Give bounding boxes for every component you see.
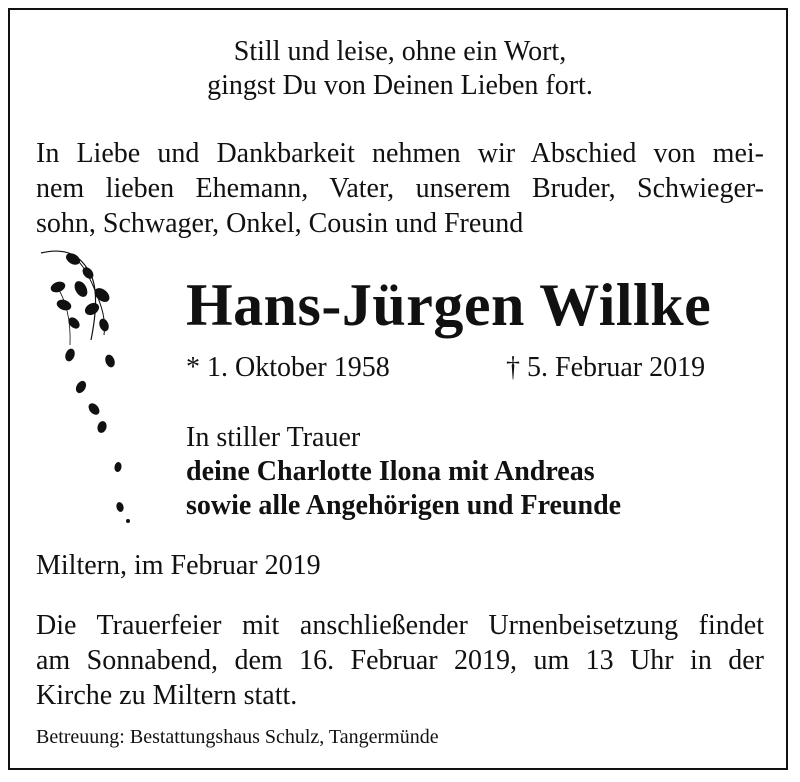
intro-line-1: In Liebe und Dankbarkeit nehmen wir Abschied von mei-	[36, 138, 764, 169]
funeral-home-credit: Betreuung: Bestattungshaus Schulz, Tangermünde	[36, 726, 439, 748]
death-date: † 5. Februar 2019	[506, 352, 706, 383]
place-date: Miltern, im Februar 2019	[36, 550, 321, 581]
ceremony-line-2: am Sonnabend, dem 16. Februar 2019, um 13 Uhr in der	[36, 645, 764, 676]
birch-branch-icon	[36, 245, 146, 535]
birth-date: * 1. Oktober 1958	[186, 352, 390, 383]
ceremony-line-1: Die Trauerfeier mit anschließender Urnenbeisetzung findet	[36, 610, 764, 641]
poem-line-2: gingst Du von Deinen Lieben fort.	[207, 70, 593, 101]
deceased-name: Hans-Jürgen Willke	[186, 272, 712, 338]
intro-line-2: nem lieben Ehemann, Vater, unserem Bruder, Schwieger-	[36, 173, 764, 204]
poem-line-1: Still und leise, ohne ein Wort,	[233, 36, 567, 67]
intro-line-3: sohn, Schwager, Onkel, Cousin und Freund	[36, 208, 524, 239]
mourners-intro: In stiller Trauer	[186, 422, 361, 453]
mourners-line-2: sowie alle Angehörigen und Freunde	[186, 490, 622, 521]
mourners-line-1: deine Charlotte Ilona mit Andreas	[186, 456, 595, 487]
ceremony-line-3: Kirche zu Miltern statt.	[36, 680, 298, 711]
